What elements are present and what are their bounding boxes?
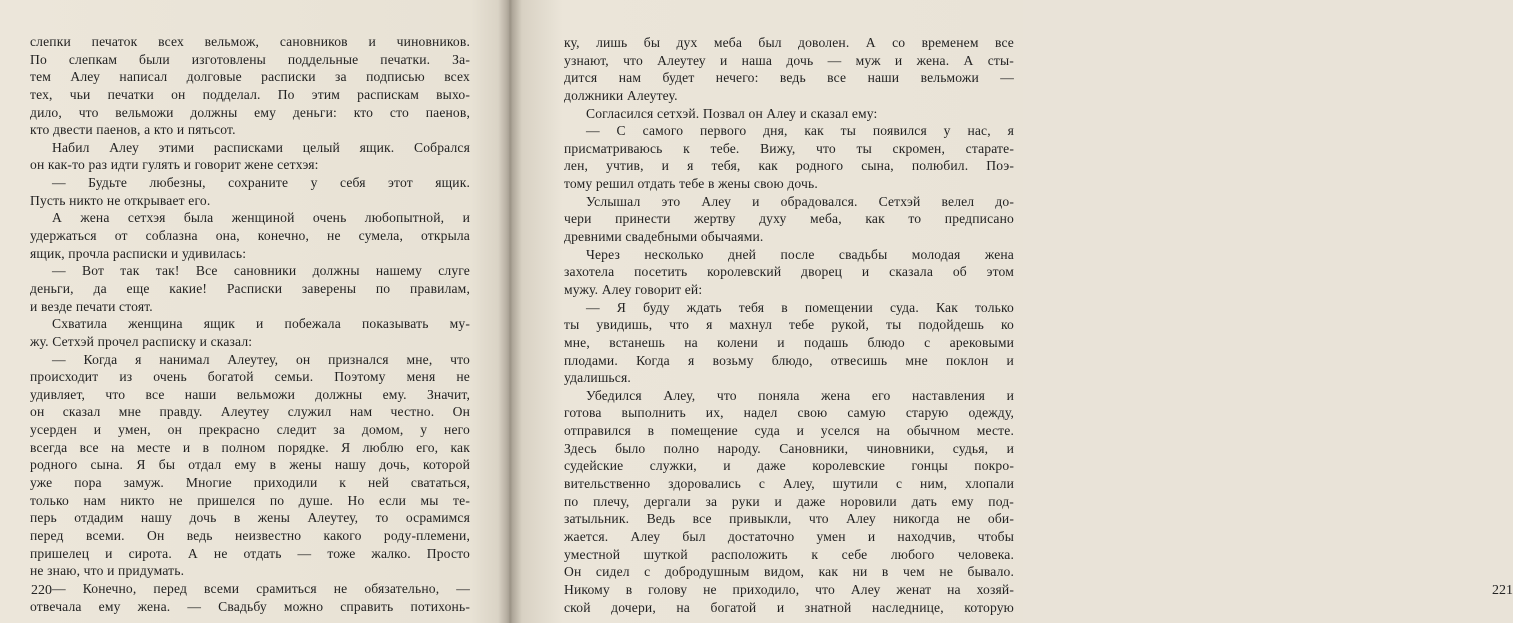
text-line: удержаться от соблазна она, конечно, не сумела, открыла [30, 228, 470, 244]
text-line: Здесь было полно народу. Сановники, чиновники, судья, и [564, 440, 1014, 456]
text-line: — Я буду ждать тебя в помещении суда. Как только [586, 299, 1014, 315]
text-line: присматриваюсь к тебе. Вижу, что ты скромен, старате- [564, 140, 1014, 156]
text-line: Убедился Алеу, что поняла жена его наставления и [586, 387, 1014, 403]
text-line: кто двести паенов, а кто и пятьсот. [30, 122, 236, 138]
text-line: он как-то раз идти гулять и говорит жене сетхэя: [30, 157, 319, 173]
text-line: Через несколько дней после свадьбы молодая жена [586, 246, 1014, 262]
text-line: вительственно здоровались с Алеу, шутили с ним, хлопали [564, 476, 1014, 492]
right-page-text [564, 34, 1014, 616]
text-line: плодами. Когда я возьму блюдо, отвесишь мне поклон и [564, 352, 1014, 368]
text-line: жается. Алеу был достаточно умен и находчив, чтобы [564, 528, 1014, 544]
text-line: Согласился сетхэй. Позвал он Алеу и сказал ему: [586, 105, 878, 121]
text-line: лен, учтив, и я тебя, как родного сына, полюбил. Поэ- [564, 158, 1014, 174]
text-line: отвечала ему жена. — Свадьбу можно справить потихонь- [30, 598, 470, 614]
text-line: уместной шуткой расположить к себе любого человека. [564, 546, 1014, 562]
text-line: Никому в голову не приходило, что Алеу женат на хозяй- [564, 581, 1014, 597]
text-line: узнают, что Алеутеу и наша дочь — муж и жена. А сты- [564, 52, 1014, 68]
text-line: Схватила женщина ящик и побежала показывать му- [52, 316, 470, 332]
text-line: ящик, прочла расписки и удивилась: [30, 245, 247, 261]
text-line: Услышал это Алеу и обрадовался. Сетхэй велел до- [586, 193, 1014, 209]
text-line: тому решил отдать тебе в жены свою дочь. [564, 176, 818, 192]
text-line: ской дочери, на богатой и знатной наследнице, которую [564, 599, 1014, 615]
text-line: — Будьте любезны, сохраните у себя этот ящик. [52, 175, 470, 191]
text-line: судейские служки, и даже королевские гонцы покро- [564, 458, 1014, 474]
text-line: по плечу, дергали за руки и даже норовили дать ему под- [564, 493, 1014, 509]
text-line: — Конечно, перед всеми срамиться не обязательно, — [52, 580, 470, 596]
text-line: удивляет, что все наши вельможи должны ему. Значит, [30, 386, 470, 402]
right-page [512, 0, 1513, 623]
text-line: затыльник. Ведь все привыкли, что Алеу никогда не оби- [564, 511, 1014, 527]
text-line: он сказал мне правду. Алеутеу служил нам честно. Он [30, 404, 470, 420]
text-line: деньги, да еще какие! Расписки заверены по правилам, [30, 280, 470, 296]
text-line: мне, встанешь на колени и подашь блюдо с арековыми [564, 334, 1014, 350]
text-line: жу. Сетхэй прочел расписку и сказал: [30, 333, 253, 349]
text-line: тех, чьи печатки он подделал. По этим распискам выхо- [30, 86, 470, 102]
text-line: По слепкам были изготовлены поддельные печатки. За- [30, 51, 470, 67]
text-line: перед всеми. Он ведь неизвестно какого роду-племени, [30, 527, 470, 543]
text-line: должники Алеутеу. [564, 87, 678, 103]
text-line: Он сидел с добродушным видом, как ни в чем не бывало. [564, 564, 1014, 580]
text-line: захотела посетить королевский дворец и сказала об этом [564, 264, 1014, 280]
text-line: тем Алеу написал долговые расписки за подписью всех [30, 69, 470, 85]
left-page-text [30, 33, 470, 615]
text-line: — Когда я нанимал Алеутеу, он признался мне, что [52, 351, 470, 367]
text-line: древними свадебными обычаями. [564, 229, 764, 245]
text-line: — С самого первого дня, как ты появился у нас, я [586, 123, 1014, 139]
right-page-number: 221 [1492, 583, 1513, 598]
text-line: дило, что вельможи должны ему деньги: кто сто паенов, [30, 104, 470, 120]
text-line: Пусть никто не открывает его. [30, 192, 211, 208]
text-line: уже пора замуж. Многие приходили к ней свататься, [30, 475, 470, 491]
text-line: А жена сетхэя была женщиной очень любопытной, и [52, 210, 470, 226]
text-line: только нам никто не пришелся по душе. Но если мы те- [30, 492, 470, 508]
text-line: — Вот так так! Все сановники должны нашему слуге [52, 263, 470, 279]
text-line: готова выполнить их, надел свою самую старую одежду, [564, 405, 1014, 421]
left-page [0, 0, 506, 623]
text-line: всегда все на месте и в полном порядке. Я люблю его, как [30, 439, 470, 455]
text-line: мужу. Алеу говорит ей: [564, 281, 703, 297]
text-line: и везде печати стоят. [30, 298, 153, 314]
text-line: отправился в помещение суда и уселся на обычном месте. [564, 423, 1014, 439]
text-line: удалишься. [564, 370, 631, 386]
text-line: родного сына. Я бы отдал ему в жены нашу дочь, которой [30, 457, 470, 473]
text-line: Набил Алеу этими расписками целый ящик. Собрался [52, 139, 470, 155]
text-line: ку, лишь бы дух меба был доволен. А со временем все [564, 35, 1014, 50]
left-page-number: 220 [31, 583, 52, 598]
text-line: ты увидишь, что я махнул тебе рукой, ты подойдешь ко [564, 317, 1014, 333]
text-line: происходит из очень богатой семьи. Поэтому меня не [30, 369, 470, 385]
text-line: пришелец и сирота. А не отдать — тоже жалко. Просто [30, 545, 470, 561]
text-line: дится нам будет нечего: ведь все наши вельможи — [564, 70, 1014, 86]
text-line: усерден и умен, он прекрасно следит за домом, у него [30, 422, 470, 438]
text-line: не знаю, что и придумать. [30, 563, 185, 579]
text-line: перь отдадим нашу дочь в жены Алеутеу, то осрамимся [30, 510, 470, 526]
text-line: чери принести жертву духу меба, как то предписано [564, 211, 1014, 227]
text-line: слепки печаток всех вельмож, сановников и чиновников. [30, 34, 470, 49]
